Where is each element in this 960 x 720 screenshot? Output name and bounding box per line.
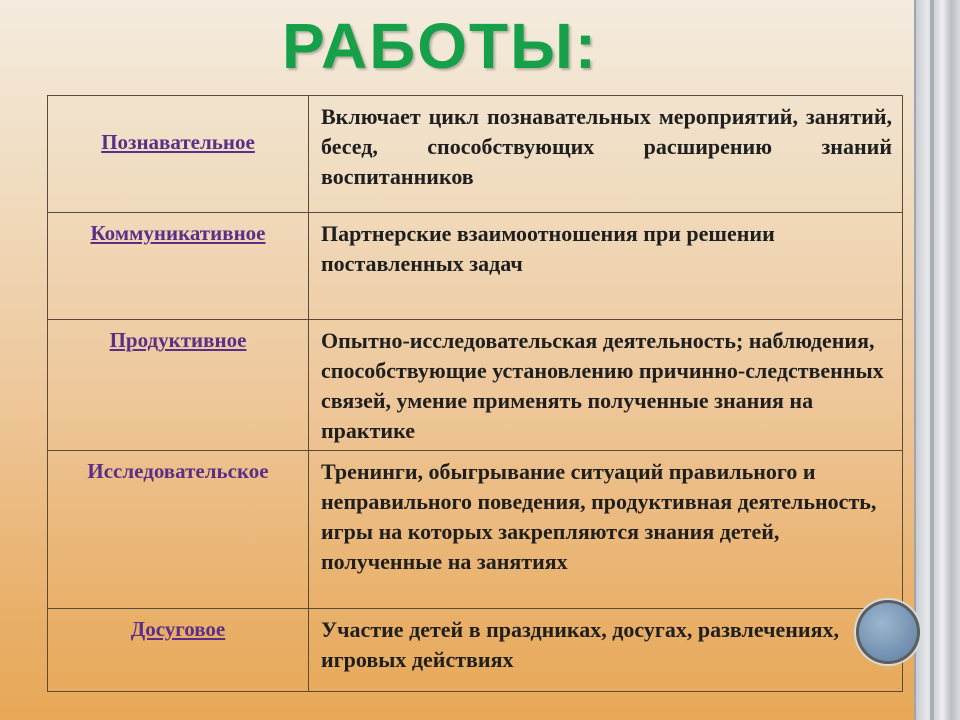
row-label-link[interactable]: Продуктивное — [109, 328, 247, 352]
row-description: Участие детей в праздниках, досугах, развлечениях, игровых действиях — [309, 609, 903, 692]
table-row — [48, 96, 903, 213]
row-description: Партнерские взаимоотношения при решении поставленных задач — [309, 213, 903, 320]
row-label-text: Исследовательское — [87, 459, 269, 483]
table-row — [48, 320, 903, 451]
row-description: Тренинги, обыгрывание ситуаций правильного и неправильного поведения, продуктивная деятельность, игры на которых закрепляются знания детей, полученные на занятиях — [309, 451, 903, 609]
right-decorative-band — [914, 0, 960, 720]
decorative-circle — [856, 600, 920, 664]
row-label-cell — [48, 609, 309, 692]
row-label-cell — [48, 320, 309, 451]
activity-table — [47, 95, 903, 692]
table-row — [48, 451, 903, 609]
table-row — [48, 213, 903, 320]
row-label-cell — [48, 451, 309, 609]
row-label-cell — [48, 213, 309, 320]
row-label-link[interactable]: Коммуникативное — [90, 221, 266, 245]
row-description: Включает цикл познавательных мероприятий, занятий, бесед, способствующих расширению знаний воспитанников — [309, 96, 903, 213]
row-label-link[interactable]: Познавательное — [101, 130, 255, 154]
row-description: Опытно-исследовательская деятельность; наблюдения, способствующие установлению причинно-следственных связей, умение применять полученные знания на практике — [309, 320, 903, 451]
slide-title: РАБОТЫ: — [281, 10, 599, 82]
row-label-link[interactable]: Досуговое — [130, 617, 226, 641]
row-label-cell — [48, 96, 309, 213]
table-row — [48, 609, 903, 692]
